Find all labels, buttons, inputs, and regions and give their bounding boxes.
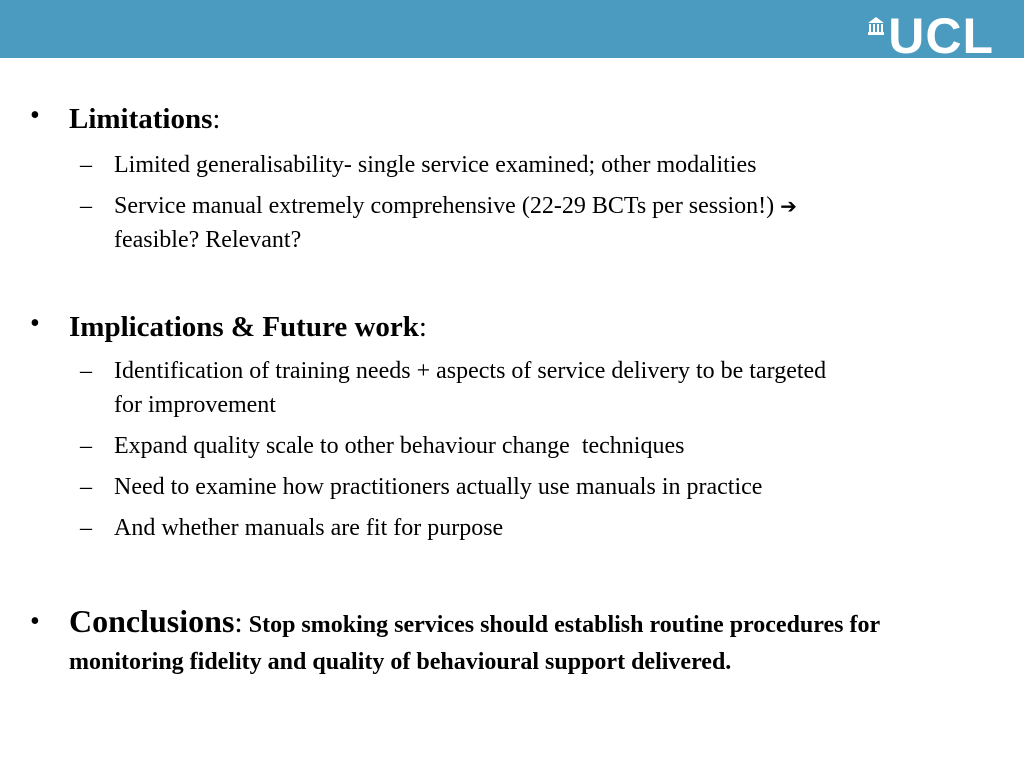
implications-heading (69, 310, 427, 344)
limitations-title: Limitations (69, 103, 213, 135)
limitations-item-2 (114, 189, 974, 223)
limitations-item-2-text: Service manual extremely comprehensive (22-29 BCTs per session!) (114, 193, 775, 219)
dash-marker: – (80, 433, 92, 459)
dash-marker: – (80, 358, 92, 384)
bullet-marker: • (30, 100, 40, 131)
logo-text: UCL (888, 8, 994, 64)
implications-title: Implications & Future work (69, 311, 419, 343)
implications-item-3: Need to examine how practitioners actually use manuals in practice (114, 474, 763, 500)
dash-marker: – (80, 193, 92, 219)
limitations-colon: : (212, 103, 221, 135)
dash-marker: – (80, 515, 92, 541)
ucl-logo (868, 8, 994, 64)
dash-marker: – (80, 474, 92, 500)
implications-item-4: And whether manuals are fit for purpose (114, 515, 504, 541)
implications-item-2: Expand quality scale to other behaviour change techniques (114, 433, 685, 459)
bullet-marker: • (30, 606, 40, 637)
implications-item-1: Identification of training needs + aspects of service delivery to be targeted (114, 358, 827, 384)
limitations-item-2-cont: feasible? Relevant? (114, 227, 302, 253)
limitations-heading (69, 102, 220, 136)
conclusions-title: Conclusions (69, 603, 235, 639)
dash-marker: – (80, 152, 92, 178)
arrow-right-icon: ➔ (780, 194, 797, 218)
conclusions-colon: : (234, 606, 243, 639)
limitations-item-1: Limited generalisability- single service examined; other modalities (114, 152, 757, 178)
header-banner (0, 0, 1024, 64)
implications-colon: : (418, 311, 427, 343)
conclusions-block (69, 603, 984, 681)
portico-icon (868, 17, 884, 35)
conclusions-text: Stop smoking services should establish routine procedures for monitoring fidelity and quality of behavioural support delivered. (69, 612, 880, 675)
implications-item-1-cont: for improvement (114, 392, 276, 418)
bullet-marker: • (30, 308, 40, 339)
